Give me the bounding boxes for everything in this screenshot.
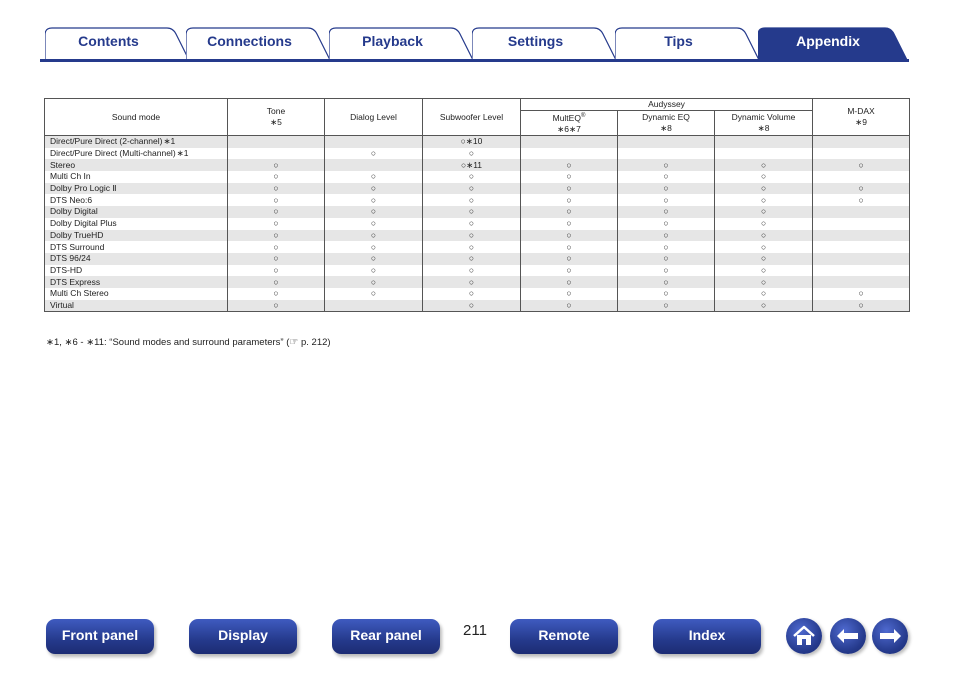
sound-mode-name: DTS-HD: [50, 264, 83, 275]
tab-underline: [40, 59, 909, 62]
dynamic-volume-cell: [715, 230, 813, 242]
mdax-cell: [813, 288, 910, 300]
availability-mark: ○: [468, 253, 475, 264]
rear-panel-label: Rear panel: [350, 627, 422, 643]
header-tone-label: Tone: [266, 106, 286, 116]
header-sound-mode: [45, 99, 228, 136]
dynamic-eq-cell: [618, 206, 715, 218]
tone-cell: [228, 253, 325, 265]
multeq-cell: [521, 288, 618, 300]
availability-mark: ○: [370, 241, 377, 252]
availability-mark: ○: [468, 183, 475, 194]
availability-mark: ○: [468, 241, 475, 252]
dialog-level-cell: [325, 253, 423, 265]
availability-mark: ○: [370, 194, 377, 205]
table-row: [45, 241, 910, 253]
tab-settings[interactable]: [472, 27, 617, 60]
multeq-cell: [521, 230, 618, 242]
mdax-cell: [813, 265, 910, 277]
subwoofer-level-cell: [423, 230, 521, 242]
dynamic-eq-cell: [618, 171, 715, 183]
header-dynamic-eq: [618, 111, 715, 136]
sound-mode-cell: [45, 288, 228, 300]
availability-mark: ○∗11: [460, 159, 483, 170]
table-row: [45, 159, 910, 171]
availability-mark: ○: [370, 148, 377, 159]
table-row: [45, 183, 910, 195]
dynamic-eq-cell: [618, 241, 715, 253]
availability-mark: ○: [566, 218, 572, 229]
header-dialog-level: [325, 99, 423, 136]
multeq-cell: [521, 194, 618, 206]
tab-connections[interactable]: [186, 27, 331, 60]
sound-mode-cell: [45, 218, 228, 230]
reference-book-icon: ☞: [289, 337, 299, 348]
sound-mode-name: Virtual: [50, 299, 74, 310]
availability-mark: ○: [566, 299, 572, 310]
sound-mode-name: Multi Ch In: [50, 171, 91, 182]
dynamic-eq-cell: [618, 159, 715, 171]
header-dynamic-eq-note: ∗8: [660, 123, 672, 133]
availability-mark: ○: [760, 288, 767, 299]
dynamic-eq-cell: [618, 136, 715, 148]
dialog-level-cell: [325, 206, 423, 218]
availability-mark: ○: [663, 171, 669, 182]
multeq-cell: [521, 183, 618, 195]
tab-appendix[interactable]: [758, 27, 908, 60]
header-dynamic-eq-label: Dynamic EQ: [642, 112, 690, 122]
availability-mark: ○: [858, 183, 864, 194]
availability-mark: ○: [566, 264, 572, 275]
subwoofer-level-cell: [423, 265, 521, 277]
header-subwoofer-level: [423, 99, 521, 136]
availability-mark: ○: [858, 288, 864, 299]
sound-mode-name: DTS Neo:6: [50, 194, 93, 205]
tab-settings-label: Settings: [507, 33, 564, 49]
availability-mark: ○: [760, 159, 767, 170]
availability-mark: ○: [663, 288, 669, 299]
sound-mode-cell: [45, 194, 228, 206]
availability-mark: ○: [858, 299, 864, 310]
dynamic-volume-cell: [715, 265, 813, 277]
multeq-cell: [521, 159, 618, 171]
availability-mark: ○: [663, 229, 669, 240]
availability-mark: ○: [566, 183, 572, 194]
dynamic-volume-cell: [715, 241, 813, 253]
sound-mode-cell: [45, 136, 228, 148]
mdax-cell: [813, 241, 910, 253]
availability-mark: ○: [566, 171, 572, 182]
availability-mark: ○: [663, 241, 669, 252]
sound-mode-name: DTS 96/24: [50, 253, 91, 264]
remote-label: Remote: [538, 627, 590, 643]
mdax-cell: [813, 230, 910, 242]
dialog-level-cell: [325, 183, 423, 195]
dynamic-eq-cell: [618, 218, 715, 230]
sound-mode-cell: [45, 148, 228, 160]
subwoofer-level-cell: [423, 183, 521, 195]
mdax-cell: [813, 159, 910, 171]
table-row: [45, 253, 910, 265]
availability-mark: ○: [566, 159, 572, 170]
availability-mark: ○: [273, 171, 279, 182]
header-dynamic-volume-note: ∗8: [757, 123, 770, 133]
dynamic-volume-cell: [715, 253, 813, 265]
tone-cell: [228, 265, 325, 277]
availability-mark: ○: [760, 183, 767, 194]
tab-tips[interactable]: [615, 27, 760, 60]
header-audyssey-label: Audyssey: [648, 99, 685, 109]
sound-mode-name: Dolby Pro Logic Ⅱ: [50, 183, 117, 194]
availability-mark: ○: [663, 218, 669, 229]
availability-mark: ○: [663, 253, 669, 264]
sound-mode-cell: [45, 253, 228, 265]
mdax-cell: [813, 300, 910, 312]
dynamic-eq-cell: [618, 288, 715, 300]
availability-mark: ○: [858, 194, 864, 205]
dialog-level-cell: [325, 218, 423, 230]
header-dynamic-volume-label: Dynamic Volume: [731, 112, 796, 122]
display-label: Display: [218, 627, 268, 643]
availability-mark: ○: [468, 276, 475, 287]
index-button[interactable]: [653, 619, 761, 654]
sound-mode-name: Direct/Pure Direct (2-channel): [50, 136, 163, 147]
display-button[interactable]: [189, 619, 297, 654]
sound-mode-table: [44, 98, 910, 312]
page-number: 211: [463, 622, 487, 639]
footnote-page-link[interactable]: p. 212): [298, 337, 331, 348]
tone-cell: [228, 194, 325, 206]
multeq-cell: [521, 218, 618, 230]
header-dialog-level-label: Dialog Level: [350, 111, 397, 122]
tone-cell: [228, 230, 325, 242]
availability-mark: ○: [566, 206, 572, 217]
subwoofer-level-cell: [423, 253, 521, 265]
arrow-right-icon: [872, 618, 908, 654]
sound-mode-cell: [45, 300, 228, 312]
sound-mode-cell: [45, 230, 228, 242]
table-row: [45, 288, 910, 300]
mdax-cell: [813, 171, 910, 183]
tone-cell: [228, 171, 325, 183]
availability-mark: ○: [663, 299, 669, 310]
sound-mode-cell: [45, 276, 228, 288]
availability-mark: ○: [370, 264, 377, 275]
dynamic-eq-cell: [618, 194, 715, 206]
dynamic-volume-cell: [715, 206, 813, 218]
availability-mark: ○: [760, 253, 767, 264]
front-panel-button[interactable]: [46, 619, 154, 654]
availability-mark: ○: [566, 229, 572, 240]
tab-contents[interactable]: [45, 27, 190, 60]
dynamic-volume-cell: [715, 159, 813, 171]
dynamic-eq-cell: [618, 265, 715, 277]
header-tone-note: ∗5: [270, 117, 282, 127]
dialog-level-cell: [325, 288, 423, 300]
sound-mode-note: ∗1: [176, 148, 189, 159]
table-row: [45, 218, 910, 230]
dialog-level-cell: [325, 230, 423, 242]
availability-mark: ○: [370, 229, 377, 240]
multeq-cell: [521, 136, 618, 148]
header-subwoofer-level-label: Subwoofer Level: [439, 111, 504, 122]
availability-mark: ○: [273, 264, 279, 275]
table-row: [45, 171, 910, 183]
sound-mode-name: Dolby Digital Plus: [50, 218, 117, 229]
availability-mark: ○: [273, 288, 279, 299]
dynamic-volume-cell: [715, 194, 813, 206]
home-button[interactable]: [786, 618, 822, 654]
dynamic-volume-cell: [715, 148, 813, 160]
availability-mark: ○: [663, 194, 669, 205]
dynamic-eq-cell: [618, 230, 715, 242]
dynamic-volume-cell: [715, 300, 813, 312]
multeq-cell: [521, 265, 618, 277]
multeq-cell: [521, 276, 618, 288]
mdax-cell: [813, 218, 910, 230]
dynamic-eq-cell: [618, 148, 715, 160]
mdax-cell: [813, 183, 910, 195]
rear-panel-button[interactable]: [332, 619, 440, 654]
dynamic-volume-cell: [715, 183, 813, 195]
table-row: [45, 300, 910, 312]
subwoofer-level-cell: [423, 288, 521, 300]
mdax-cell: [813, 206, 910, 218]
table-row: [45, 265, 910, 277]
availability-mark: ○: [370, 206, 377, 217]
multeq-cell: [521, 300, 618, 312]
home-icon: [786, 618, 822, 654]
availability-mark: ○: [760, 264, 767, 275]
availability-mark: ○: [858, 159, 864, 170]
availability-mark: ○: [273, 253, 279, 264]
tab-tips-label: Tips: [664, 33, 693, 49]
mdax-cell: [813, 148, 910, 160]
dialog-level-cell: [325, 194, 423, 206]
mdax-cell: [813, 194, 910, 206]
dynamic-eq-cell: [618, 300, 715, 312]
availability-mark: ○: [468, 299, 475, 310]
table-row: [45, 206, 910, 218]
mdax-cell: [813, 136, 910, 148]
subwoofer-level-cell: [423, 300, 521, 312]
availability-mark: ○: [566, 241, 572, 252]
availability-mark: ○∗10: [460, 136, 483, 147]
availability-mark: ○: [663, 276, 669, 287]
sound-mode-name: Stereo: [50, 159, 76, 170]
dynamic-eq-cell: [618, 253, 715, 265]
dialog-level-cell: [325, 241, 423, 253]
sound-mode-name: Direct/Pure Direct (Multi-channel): [50, 147, 176, 158]
dynamic-volume-cell: [715, 171, 813, 183]
tone-cell: [228, 288, 325, 300]
availability-mark: ○: [760, 194, 767, 205]
availability-mark: ○: [468, 264, 475, 275]
sound-mode-name: Dolby TrueHD: [50, 229, 104, 240]
tone-cell: [228, 300, 325, 312]
index-label: Index: [688, 627, 726, 643]
subwoofer-level-cell: [423, 194, 521, 206]
availability-mark: ○: [273, 194, 279, 205]
header-dynamic-volume: [715, 111, 813, 136]
subwoofer-level-cell: [423, 218, 521, 230]
footnote: [46, 337, 331, 348]
mdax-cell: [813, 253, 910, 265]
remote-button[interactable]: [510, 619, 618, 654]
availability-mark: ○: [663, 159, 669, 170]
mdax-cell: [813, 276, 910, 288]
multeq-cell: [521, 253, 618, 265]
availability-mark: ○: [566, 288, 572, 299]
tone-cell: [228, 136, 325, 148]
availability-mark: ○: [663, 206, 669, 217]
dynamic-volume-cell: [715, 218, 813, 230]
availability-mark: ○: [468, 171, 475, 182]
dialog-level-cell: [325, 171, 423, 183]
tab-playback-label: Playback: [362, 33, 423, 49]
dynamic-volume-cell: [715, 288, 813, 300]
subwoofer-level-cell: [423, 171, 521, 183]
availability-mark: ○: [370, 218, 377, 229]
subwoofer-level-cell: [423, 159, 521, 171]
dynamic-volume-cell: [715, 136, 813, 148]
table-row: [45, 194, 910, 206]
sound-mode-cell: [45, 265, 228, 277]
header-multeq: [521, 111, 618, 136]
availability-mark: ○: [273, 183, 279, 194]
multeq-cell: [521, 148, 618, 160]
availability-mark: ○: [370, 171, 377, 182]
availability-mark: ○: [663, 183, 669, 194]
tone-cell: [228, 218, 325, 230]
header-multeq-reg: ®: [580, 113, 586, 120]
sound-mode-cell: [45, 241, 228, 253]
dynamic-volume-cell: [715, 276, 813, 288]
availability-mark: ○: [370, 253, 377, 264]
dialog-level-cell: [325, 300, 423, 312]
tab-contents-label: Contents: [78, 33, 139, 49]
sound-mode-note: ∗1: [163, 136, 176, 147]
multeq-cell: [521, 206, 618, 218]
table-row: [45, 148, 910, 160]
header-multeq-note: ∗6∗7: [557, 123, 581, 134]
header-tone: [228, 99, 325, 136]
availability-mark: ○: [273, 276, 279, 287]
sound-mode-name: Multi Ch Stereo: [50, 288, 109, 299]
availability-mark: ○: [760, 218, 767, 229]
back-button[interactable]: [830, 618, 866, 654]
availability-mark: ○: [468, 288, 475, 299]
availability-mark: ○: [760, 276, 767, 287]
subwoofer-level-cell: [423, 136, 521, 148]
subwoofer-level-cell: [423, 148, 521, 160]
availability-mark: ○: [760, 171, 767, 182]
sound-mode-cell: [45, 159, 228, 171]
availability-mark: ○: [760, 206, 767, 217]
header-audyssey: [521, 99, 813, 111]
header-sound-mode-label: Sound mode: [111, 111, 161, 122]
sound-mode-name: DTS Express: [50, 276, 101, 287]
dialog-level-cell: [325, 136, 423, 148]
availability-mark: ○: [566, 194, 572, 205]
header-mdax: [813, 99, 910, 136]
top-tab-bar: [0, 0, 954, 64]
sound-mode-name: DTS Surround: [50, 241, 105, 252]
front-panel-label: Front panel: [61, 627, 139, 643]
availability-mark: ○: [273, 229, 279, 240]
tone-cell: [228, 241, 325, 253]
tone-cell: [228, 148, 325, 160]
availability-mark: ○: [370, 276, 377, 287]
multeq-cell: [521, 241, 618, 253]
tone-cell: [228, 159, 325, 171]
availability-mark: ○: [468, 218, 475, 229]
availability-mark: ○: [468, 206, 475, 217]
dynamic-eq-cell: [618, 276, 715, 288]
sound-mode-cell: [45, 206, 228, 218]
availability-mark: ○: [468, 229, 475, 240]
tab-appendix-label: Appendix: [796, 33, 860, 49]
forward-button[interactable]: [872, 618, 908, 654]
availability-mark: ○: [760, 241, 767, 252]
table-row: [45, 276, 910, 288]
availability-mark: ○: [273, 218, 279, 229]
availability-mark: ○: [273, 241, 279, 252]
availability-mark: ○: [760, 229, 767, 240]
tone-cell: [228, 276, 325, 288]
sound-mode-cell: [45, 183, 228, 195]
subwoofer-level-cell: [423, 276, 521, 288]
multeq-cell: [521, 171, 618, 183]
availability-mark: ○: [370, 288, 377, 299]
availability-mark: ○: [663, 264, 669, 275]
tab-playback[interactable]: [329, 27, 474, 60]
sound-mode-name: Dolby Digital: [50, 206, 98, 217]
availability-mark: ○: [273, 159, 279, 170]
availability-mark: ○: [566, 276, 572, 287]
dialog-level-cell: [325, 159, 423, 171]
availability-mark: ○: [273, 206, 279, 217]
dialog-level-cell: [325, 148, 423, 160]
header-mdax-note: ∗9: [855, 117, 867, 127]
availability-mark: ○: [468, 148, 475, 159]
subwoofer-level-cell: [423, 241, 521, 253]
availability-mark: ○: [566, 253, 572, 264]
sound-mode-rows: [45, 136, 910, 312]
dynamic-eq-cell: [618, 183, 715, 195]
availability-mark: ○: [468, 194, 475, 205]
tone-cell: [228, 183, 325, 195]
dialog-level-cell: [325, 265, 423, 277]
header-mdax-label: M-DAX: [847, 106, 875, 116]
sound-mode-cell: [45, 171, 228, 183]
arrow-left-icon: [830, 618, 866, 654]
subwoofer-level-cell: [423, 206, 521, 218]
availability-mark: ○: [760, 299, 767, 310]
dialog-level-cell: [325, 276, 423, 288]
availability-mark: ○: [273, 299, 279, 310]
tone-cell: [228, 206, 325, 218]
availability-mark: ○: [370, 183, 377, 194]
footnote-prefix: ∗1, ∗6 - ∗11: “Sound modes and surround parameters” (: [46, 337, 290, 348]
table-row: [45, 136, 910, 148]
tab-connections-label: Connections: [207, 33, 292, 49]
header-multeq-label: MultEQ: [552, 112, 581, 123]
table-row: [45, 230, 910, 242]
